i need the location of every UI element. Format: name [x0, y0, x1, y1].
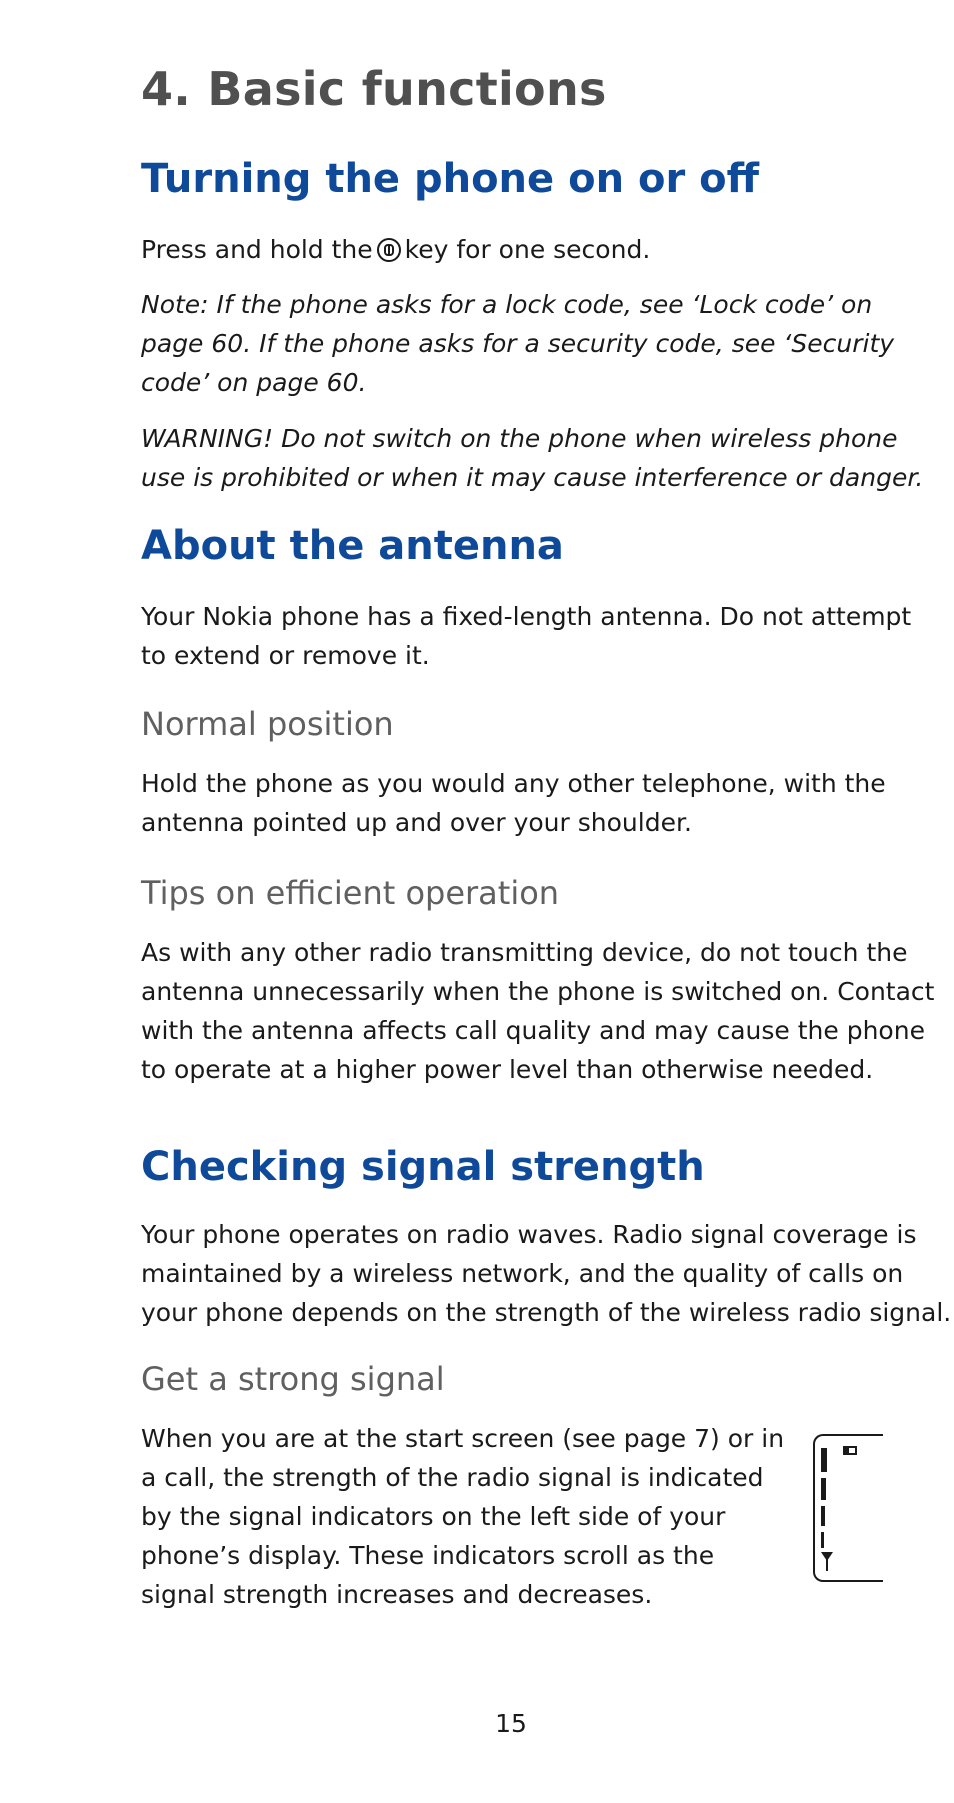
antenna-icon — [821, 1552, 833, 1561]
body-line: to operate at a higher power level than otherwise needed. — [141, 1055, 874, 1084]
body-line: with the antenna affects call quality and may cause the phone — [141, 1016, 925, 1045]
signal-bar-icon — [821, 1506, 825, 1526]
chapter-title: 4. Basic functions — [141, 62, 607, 116]
signal-body — [141, 1215, 952, 1332]
warning-line: use is prohibited or when it may cause interference or danger. — [141, 463, 924, 492]
note-line: code’ on page 60. — [141, 368, 367, 397]
warning-line: WARNING! Do not switch on the phone when wireless phone — [141, 424, 898, 453]
body-line: Hold the phone as you would any other telephone, with the — [141, 769, 886, 798]
page-number: 15 — [495, 1709, 527, 1738]
body-line: phone’s display. These indicators scroll as the — [141, 1541, 715, 1570]
instruction-before: Press and hold the — [141, 235, 373, 264]
body-line: antenna pointed up and over your shoulder. — [141, 808, 692, 837]
instruction-after: key for one second. — [404, 235, 651, 264]
normal-position-body — [141, 764, 891, 842]
signal-bar-icon — [821, 1532, 824, 1548]
body-line: Your Nokia phone has a fixed-length antenna. Do not attempt — [141, 602, 912, 631]
body-line: As with any other radio transmitting device, do not touch the — [141, 938, 908, 967]
body-line: Your phone operates on radio waves. Radio signal coverage is — [141, 1220, 917, 1249]
phone-display-signal-icon — [813, 1434, 883, 1582]
subheading-tips: Tips on efficient operation — [141, 874, 560, 912]
note-line: Note: If the phone asks for a lock code, see ‘Lock code’ on — [141, 290, 873, 319]
body-line: maintained by a wireless network, and the quality of calls on — [141, 1259, 904, 1288]
turning-instruction — [141, 230, 891, 269]
section-heading-signal: Checking signal strength — [141, 1144, 705, 1190]
power-key-icon — [377, 238, 401, 262]
antenna-body — [141, 597, 912, 675]
strong-signal-body — [141, 1419, 785, 1614]
body-line: a call, the strength of the radio signal is indicated — [141, 1463, 764, 1492]
battery-icon — [843, 1446, 857, 1455]
subheading-strong-signal: Get a strong signal — [141, 1360, 445, 1398]
section-heading-turning: Turning the phone on or off — [141, 156, 759, 202]
signal-bar-icon — [821, 1448, 827, 1472]
tips-body — [141, 933, 935, 1089]
subheading-normal-position: Normal position — [141, 705, 394, 743]
body-line: to extend or remove it. — [141, 641, 430, 670]
body-line: When you are at the start screen (see page 7) or in — [141, 1424, 785, 1453]
note-line: page 60. If the phone asks for a security code, see ‘Security — [141, 329, 895, 358]
body-line: your phone depends on the strength of the wireless radio signal. — [141, 1298, 952, 1327]
section-heading-antenna: About the antenna — [141, 523, 564, 569]
turning-warning — [141, 419, 924, 497]
body-line: by the signal indicators on the left side of your — [141, 1502, 726, 1531]
body-line: antenna unnecessarily when the phone is switched on. Contact — [141, 977, 935, 1006]
body-line: signal strength increases and decreases. — [141, 1580, 653, 1609]
turning-note — [141, 285, 895, 402]
signal-bar-icon — [821, 1478, 826, 1500]
